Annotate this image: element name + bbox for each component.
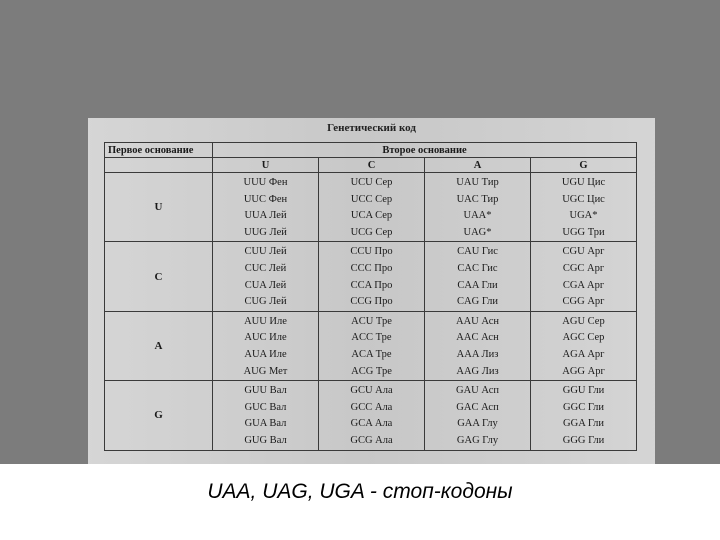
codon-entry: UUG Лей <box>244 226 287 238</box>
codon-entry: AAC Асн <box>456 332 499 344</box>
stop-codons-note: UAA, UAG, UGA - стоп-кодоны <box>207 480 513 503</box>
codon-entry: CUU Лей <box>244 246 287 258</box>
codon-entry: AUU Иле <box>244 315 287 327</box>
first-base-spacer <box>105 158 213 173</box>
first-base-letter: C <box>105 242 213 311</box>
codon-entry: GGC Гли <box>563 401 604 413</box>
first-base-letter: A <box>105 311 213 380</box>
codon-entry: GUG Вал <box>244 434 287 446</box>
codon-entry: GAC Асп <box>456 401 499 413</box>
table-row <box>105 381 637 450</box>
codon-entry: AGA Арг <box>562 348 605 360</box>
codon-entry: UGU Цис <box>561 177 606 188</box>
codon-entry: CAU Гис <box>457 246 498 258</box>
codon-entry: GUC Вал <box>244 401 287 413</box>
codon-cell <box>213 242 319 311</box>
codon-cell <box>425 242 531 311</box>
second-base-header: Второе основание <box>213 143 637 158</box>
codon-entry: GGG Гли <box>562 434 605 446</box>
codon-entry: AAA Лиз <box>456 348 499 360</box>
codon-entry: CGA Арг <box>562 279 605 291</box>
codon-entry: UCU Сер <box>350 177 393 188</box>
codon-entry: GGA Гли <box>563 418 604 430</box>
codon-entry: GGU Гли <box>562 385 605 397</box>
table-row <box>105 173 637 242</box>
codon-entry: GAU Асп <box>456 385 499 397</box>
table-title: Генетический код <box>327 122 416 134</box>
codon-entry: UCA Сер <box>350 210 393 222</box>
codon-entry: CCC Про <box>350 262 393 274</box>
codon-entry: UUU Фен <box>243 177 288 188</box>
codon-entry: GAA Глу <box>457 418 498 430</box>
codon-entry: UAA* <box>463 210 492 222</box>
codon-cell <box>425 381 531 450</box>
codon-entry: GUU Вал <box>244 385 287 397</box>
codon-entry: AGC Сер <box>562 332 605 344</box>
codon-cell <box>213 173 319 242</box>
codon-cell <box>319 173 425 242</box>
second-base-letter: C <box>319 158 425 173</box>
first-base-letter: G <box>105 381 213 450</box>
codon-entry: GCU Ала <box>350 385 393 397</box>
codon-entry: ACU Тре <box>351 315 392 327</box>
codon-entry: ACC Тре <box>351 332 392 344</box>
codon-cell <box>531 173 637 242</box>
codon-cell <box>213 381 319 450</box>
codon-entry: UAU Тир <box>456 177 499 188</box>
codon-entry: AUG Мет <box>243 365 288 377</box>
second-base-letter: A <box>425 158 531 173</box>
codon-cell <box>213 311 319 380</box>
codon-entry: CCA Про <box>350 279 393 291</box>
codon-entry: GCC Ала <box>350 401 393 413</box>
codon-cell <box>531 381 637 450</box>
codon-entry: CCG Про <box>350 296 393 308</box>
scanned-table-image <box>88 118 655 464</box>
first-base-letter: U <box>105 173 213 242</box>
codon-entry: GCA Ала <box>350 418 393 430</box>
table-row <box>105 242 637 311</box>
codon-entry: AUA Иле <box>244 348 287 360</box>
codon-entry: GUA Вал <box>244 418 287 430</box>
codon-entry: AGG Арг <box>562 365 605 377</box>
codon-entry: CUA Лей <box>244 279 287 291</box>
codon-entry: CAG Гли <box>457 296 498 308</box>
codon-cell <box>319 242 425 311</box>
codon-entry: CGU Арг <box>562 246 605 258</box>
codon-cell <box>425 173 531 242</box>
codon-cell <box>531 242 637 311</box>
codon-entry: CUG Лей <box>244 296 287 308</box>
codon-entry: CUC Лей <box>244 262 287 274</box>
codon-entry: CGG Арг <box>562 296 605 308</box>
codon-entry: UAG* <box>463 226 492 238</box>
second-base-letter: G <box>531 158 637 173</box>
table-row <box>105 311 637 380</box>
codon-entry: UAC Тир <box>456 193 499 205</box>
codon-entry: UGC Цис <box>562 193 605 205</box>
codon-cell <box>531 311 637 380</box>
codon-entry: CAA Гли <box>457 279 498 291</box>
codon-entry: CAC Гис <box>457 262 498 274</box>
codon-entry: AGU Сер <box>562 315 605 327</box>
codon-entry: CGC Арг <box>562 262 605 274</box>
codon-cell <box>319 311 425 380</box>
codon-cell <box>425 311 531 380</box>
codon-entry: AUC Иле <box>244 332 287 344</box>
codon-entry: AAU Асн <box>456 315 499 327</box>
table-body <box>105 173 637 451</box>
codon-entry: GAG Глу <box>456 434 499 446</box>
codon-cell <box>319 381 425 450</box>
codon-entry: UGA* <box>569 210 598 222</box>
codon-entry: ACA Тре <box>351 348 392 360</box>
first-base-header: Первое основание <box>105 143 213 158</box>
genetic-code-table <box>104 142 637 451</box>
codon-entry: ACG Тре <box>351 365 392 377</box>
codon-entry: UUA Лей <box>244 210 287 222</box>
codon-entry: UCC Сер <box>350 193 393 205</box>
codon-entry: GCG Ала <box>350 434 393 446</box>
codon-entry: UCG Сер <box>350 226 393 238</box>
codon-entry: AAG Лиз <box>456 365 499 377</box>
codon-entry: CCU Про <box>350 246 393 258</box>
second-base-letter: U <box>213 158 319 173</box>
codon-entry: UGG Три <box>562 226 605 238</box>
codon-entry: UUC Фен <box>243 193 288 205</box>
